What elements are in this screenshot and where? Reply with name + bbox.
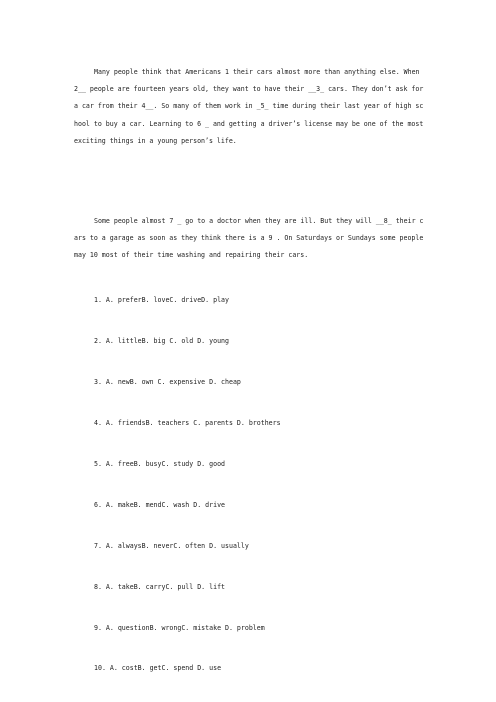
- question-4-options: 4. A. friendsB. teachers C. parents D. brothers: [94, 419, 281, 427]
- question-3-options: 3. A. newB. own C. expensive D. cheap: [94, 378, 241, 386]
- question-8-options: 8. A. takeB. carryC. pull D. lift: [94, 583, 226, 591]
- passage-paragraph-2: Some people almost 7 _ go to a doctor when they are ill. But they will __8_ their cars to a garage as soon as they think there is a 9 . On Saturdays or Sundays some people may 10 most of their time washing and repairing their cars.: [74, 217, 424, 260]
- question-2-options: 2. A. littleB. big C. old D. young: [94, 337, 229, 345]
- passage-paragraph-1: Many people think that Americans 1 their cars almost more than anything else. When 2__ people are fourteen years old, they want to have their __3_ cars. They don’t ask for a car from their 4__. So many of them work in _5_ time during their last year of high school to buy a car. Learning to 6 _ and getting a driver’s license may be one of the most exciting things in a young person’s life.: [74, 68, 424, 145]
- question-6-options: 6. A. makeB. mendC. wash D. drive: [94, 501, 226, 509]
- question-5-options: 5. A. freeB. busyC. study D. good: [94, 460, 226, 468]
- question-9-options: 9. A. questionB. wrongC. mistake D. problem: [94, 624, 265, 632]
- question-7-options: 7. A. alwaysB. neverC. often D. usually: [94, 542, 249, 550]
- question-10-options: 10. A. costB. getC. spend D. use: [94, 664, 222, 672]
- question-1-options: 1. A. preferB. loveC. driveD. play: [94, 296, 229, 304]
